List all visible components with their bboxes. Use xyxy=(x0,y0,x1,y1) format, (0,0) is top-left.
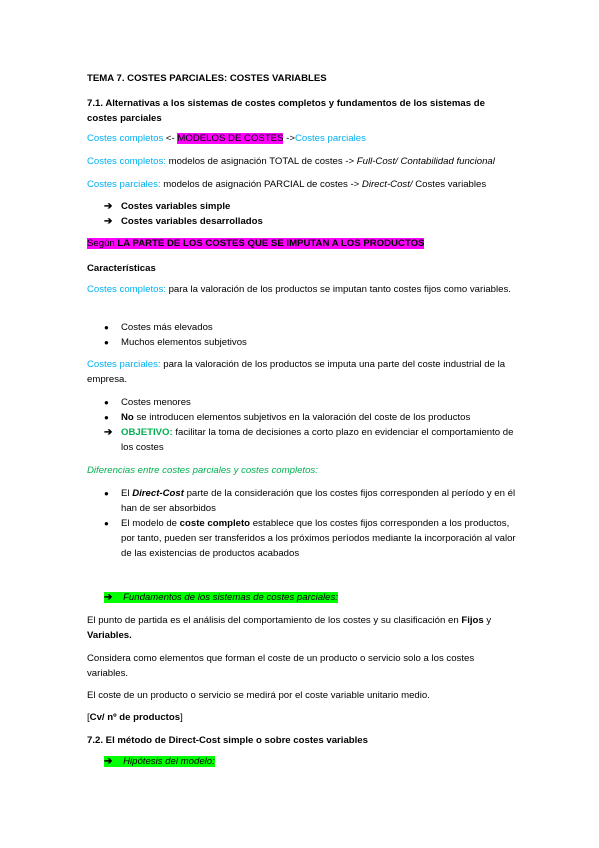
list-item-text: Costes más elevados xyxy=(121,322,213,333)
paragraph-text: El punto de partida es el análisis del comportamiento de los costes y su clasificación en xyxy=(87,615,462,626)
list-item-text xyxy=(121,410,517,425)
item-bold: Direct-Cost xyxy=(132,488,184,499)
diferencias-heading: Diferencias entre costes parciales y costes completos: xyxy=(87,465,318,476)
formula xyxy=(87,710,517,725)
arrow-right-text: -> xyxy=(283,133,295,144)
bold-variables: Variables. xyxy=(87,630,132,641)
term-text-end: Costes variables xyxy=(412,179,487,190)
segun-text: Según xyxy=(87,238,118,249)
considera-paragraph: Considera como elementos que forman el coste de un producto o servicio solo a los costes variables. xyxy=(87,653,475,679)
formula-text: Cv/ nº de productos xyxy=(89,712,181,723)
costes-parciales-line xyxy=(87,177,517,192)
fundamentos-highlight xyxy=(104,592,338,603)
arrow-right-icon: ➔ xyxy=(104,592,113,603)
term-text: modelos de asignación PARCIAL de costes -> xyxy=(160,179,362,190)
section-7-2-heading: 7.2. El método de Direct-Cost simple o sobre costes variables xyxy=(87,735,368,746)
medira-paragraph: El coste de un producto o servicio se medirá por el coste variable unitario medio. xyxy=(87,690,430,701)
paragraph-text: y xyxy=(483,615,492,626)
hipotesis-highlight xyxy=(104,756,215,767)
bullet-icon: ● xyxy=(104,413,109,422)
bullet-icon: ● xyxy=(104,489,109,498)
modelos-line xyxy=(87,131,517,146)
costes-completos-line xyxy=(87,154,517,169)
term-label: Costes parciales: xyxy=(87,179,161,190)
bullet-icon: ● xyxy=(104,338,109,347)
bullet-icon: ● xyxy=(104,519,109,528)
bold-no: No xyxy=(121,412,134,423)
arrow-right-icon: ➔ xyxy=(104,201,113,212)
fundamentos-text: Fundamentos de los sistemas de costes parciales: xyxy=(123,592,338,603)
item-text-end: parte de la consideración que los costes fijos corresponden al período y en él han de ser absorbidos xyxy=(121,488,516,514)
item-text: El modelo de xyxy=(121,518,180,529)
arrow-right-icon: ➔ xyxy=(104,216,113,227)
objetivo-body: facilitar la toma de decisiones a corto plazo en evidenciar el comportamiento de los costes xyxy=(121,427,514,453)
modelos-de-costes-highlight: MODELOS DE COSTES xyxy=(177,133,284,144)
term-text: para la valoración de los productos se imputan tanto costes fijos como variables. xyxy=(165,284,511,295)
hipotesis-heading xyxy=(104,754,517,769)
bullet-icon: ● xyxy=(104,398,109,407)
term-italic: Direct-Cost/ xyxy=(361,179,413,190)
item-bold: coste completo xyxy=(179,518,251,529)
punto-partida-paragraph xyxy=(87,613,517,643)
term-label: Costes parciales: xyxy=(87,359,161,370)
bracket-close: ] xyxy=(180,712,183,723)
arrow-right-icon: ➔ xyxy=(104,756,113,767)
hipotesis-text: Hipótesis del modelo: xyxy=(123,756,215,767)
term-text: para la valoración de los productos se imputa una parte del coste industrial de la empresa. xyxy=(87,359,506,385)
list-item-text xyxy=(121,516,517,561)
term-label: Costes completos: xyxy=(87,284,166,295)
item-text: El xyxy=(121,488,133,499)
item-text-end: establece que los costes fijos corresponden a los productos, por tanto, pueden ser transferidos a los próximos períodos mediante la incorporación al valor de las existencias de productos acabados xyxy=(121,518,516,559)
fundamentos-heading xyxy=(104,590,517,605)
item-text: se introducen elementos subjetivos en la valoración del coste de los productos xyxy=(133,412,471,423)
segun-highlight xyxy=(87,238,424,249)
segun-line xyxy=(87,236,517,251)
bold-fijos: Fijos xyxy=(461,615,484,626)
section-title: Alternativas a los sistemas de costes completos y fundamentos de los sistemas de costes parciales xyxy=(87,98,485,124)
objetivo-label: OBJETIVO: xyxy=(121,427,173,438)
term-label: Costes completos: xyxy=(87,156,166,167)
arrow-left-text: <- xyxy=(163,133,178,144)
list-item-text xyxy=(121,486,517,516)
caracteristicas-heading: Características xyxy=(87,263,156,274)
objetivo-text xyxy=(121,425,517,455)
list-item-text: Costes variables desarrollados xyxy=(121,216,263,227)
costes-parciales-label: Costes parciales xyxy=(294,133,366,144)
term-text: modelos de asignación TOTAL de costes -> xyxy=(165,156,357,167)
parciales-definition xyxy=(87,357,517,387)
costes-completos-label: Costes completos xyxy=(87,133,164,144)
bracket-open: [ xyxy=(87,712,90,723)
document-title: TEMA 7. COSTES PARCIALES: COSTES VARIABLES xyxy=(87,73,327,84)
section-7-1-heading xyxy=(87,96,517,126)
bullet-icon: ● xyxy=(104,323,109,332)
list-item-text: Muchos elementos subjetivos xyxy=(121,337,247,348)
arrow-right-icon: ➔ xyxy=(104,427,113,438)
segun-bold-text: LA PARTE DE LOS COSTES QUE SE IMPUTAN A LOS PRODUCTOS xyxy=(117,238,425,249)
list-item-text: Costes variables simple xyxy=(121,201,231,212)
term-italic: Full-Cost/ Contabilidad funcional xyxy=(356,156,495,167)
list-item-text: Costes menores xyxy=(121,397,191,408)
section-number: 7.1. xyxy=(87,98,104,109)
completos-definition xyxy=(87,282,517,297)
